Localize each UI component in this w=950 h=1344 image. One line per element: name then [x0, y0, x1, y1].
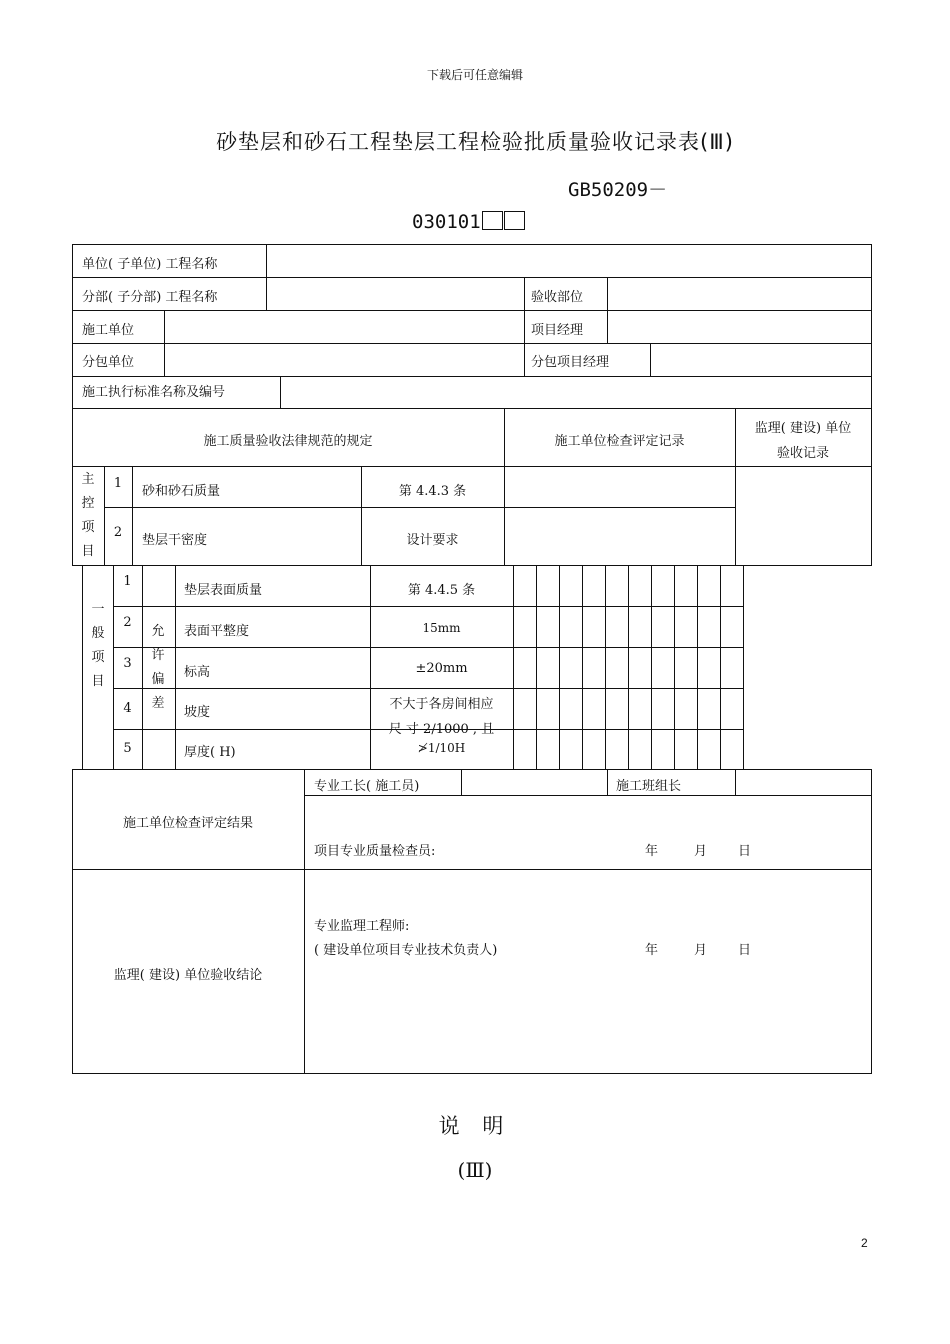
main-item-1-no: 1	[113, 476, 123, 491]
main-item-2-name: 垫层干密度	[142, 533, 208, 548]
explanation-subtitle: (Ⅲ)	[457, 1158, 493, 1182]
main-item-2-no: 2	[113, 525, 123, 540]
accept-part-label: 验收部位	[531, 290, 584, 305]
general-item-5-name: 厚度( H)	[184, 745, 236, 760]
general-item-1-spec: 第 4.4.5 条	[407, 583, 476, 598]
general-item-5-no: 5	[123, 741, 132, 756]
general-items-label: 一 般 项 目	[91, 602, 105, 689]
supervising-engineer-label: 专业监理工程师:	[314, 919, 410, 934]
result-year: 年	[645, 844, 659, 859]
page-number: 2	[861, 1236, 868, 1250]
page-title: 砂垫层和砂石工程垫层工程检验批质量验收记录表(Ⅲ)	[216, 130, 734, 154]
explanation-title: 说 明	[438, 1114, 512, 1138]
supervisor-conclusion-label: 监理( 建设) 单位验收结论	[113, 968, 263, 983]
general-item-4-spec: 不大于各房间相应 尺 寸 2/1000 , 且	[388, 697, 495, 737]
general-item-3-name: 标高	[184, 665, 211, 680]
project-manager-label: 项目经理	[531, 323, 584, 338]
foreman-label: 专业工长( 施工员)	[314, 779, 420, 794]
main-item-1-name: 砂和砂石质量	[142, 484, 221, 499]
builder-record-header: 施工单位检查评定记录	[554, 434, 685, 449]
general-item-3-no: 3	[123, 656, 132, 671]
general-item-2-no: 2	[123, 615, 132, 630]
standard-name-label: 施工执行标准名称及编号	[82, 385, 226, 400]
main-control-label: 主 控 项 目	[81, 472, 95, 559]
owner-tech-lead-label: ( 建设单位项目专业技术负责人)	[314, 943, 498, 958]
conclusion-year: 年	[645, 943, 659, 958]
subcontractor-label: 分包单位	[82, 355, 135, 370]
conclusion-day: 日	[738, 943, 752, 958]
regulation-header: 施工质量验收法律规范的规定	[203, 434, 373, 449]
builder-result-label: 施工单位检查评定结果	[122, 816, 253, 831]
quality-inspector-label: 项目专业质量检查员:	[314, 844, 436, 859]
tolerance-label: 允 许 偏 差	[151, 624, 165, 711]
general-item-1-no: 1	[123, 574, 132, 589]
general-item-2-name: 表面平整度	[184, 624, 250, 639]
general-item-5-spec: ≯1/10H	[417, 741, 466, 755]
general-item-4-no: 4	[123, 701, 132, 716]
unit-project-name-label: 单位( 子单位) 工程名称	[82, 257, 218, 272]
sub-project-name-label: 分部( 子分部) 工程名称	[82, 290, 218, 305]
result-day: 日	[738, 844, 752, 859]
supervisor-header-line2: 验收记录	[776, 446, 829, 461]
conclusion-month: 月	[694, 943, 708, 958]
general-item-4-name: 坡度	[184, 705, 211, 720]
header-note: 下载后可任意编辑	[426, 68, 523, 82]
result-month: 月	[694, 844, 708, 859]
supervisor-header-line1: 监理( 建设) 单位	[754, 421, 852, 436]
general-item-2-spec: 15mm	[422, 621, 461, 635]
main-item-2-spec: 设计要求	[406, 533, 459, 548]
general-item-1-name: 垫层表面质量	[184, 583, 263, 598]
standard-code-line1: GB50209－	[568, 179, 668, 201]
builder-label: 施工单位	[82, 323, 135, 338]
team-leader-label: 施工班组长	[616, 779, 682, 794]
sub-project-manager-label: 分包项目经理	[531, 355, 610, 370]
general-item-3-spec: ±20mm	[415, 661, 468, 676]
main-item-1-spec: 第 4.4.3 条	[398, 484, 467, 499]
standard-code-number: 030101	[412, 211, 481, 233]
